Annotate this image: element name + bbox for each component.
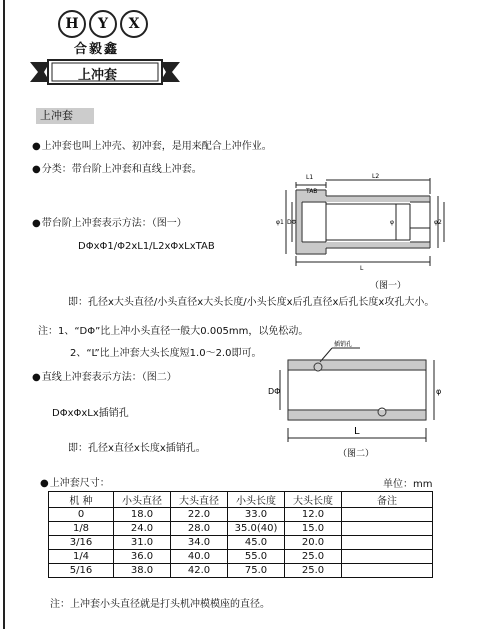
logo-letter-y: Y (89, 10, 117, 38)
cell-large-dia: 34.0 (171, 536, 228, 550)
cell-large-len: 12.0 (285, 508, 342, 522)
cell-model: 3/16 (49, 536, 114, 550)
cell-model: 1/8 (49, 522, 114, 536)
fig1-label-phi-d: DΦ (287, 219, 297, 226)
cell-large-dia: 40.0 (171, 550, 228, 564)
logo-letter-h: H (58, 10, 86, 38)
table-row (49, 550, 433, 564)
fig1-label-tab: TAB (306, 188, 318, 195)
fig1-label-phi1: φ1 (276, 219, 284, 226)
categories-line: ● 分类：带台阶上冲套和直线上冲套。 (32, 160, 202, 175)
cell-small-len: 55.0 (228, 550, 285, 564)
cell-remarks (342, 536, 433, 550)
straight-title: ● 直线上冲套表示方法：（图二） (32, 368, 177, 383)
page-border (3, 0, 5, 629)
header-small-dia: 小头直径 (114, 492, 171, 508)
cell-model: 5/16 (49, 564, 114, 578)
header-model: 机 种 (49, 492, 114, 508)
note-2: 2、“L”比上冲套大头长度短1.0～2.0即可。 (70, 348, 262, 359)
cell-small-len: 35.0(40) (228, 522, 285, 536)
cell-large-len: 25.0 (285, 564, 342, 578)
cell-model: 0 (49, 508, 114, 522)
cell-small-len: 75.0 (228, 564, 285, 578)
cell-large-len: 25.0 (285, 550, 342, 564)
cell-small-dia: 18.0 (114, 508, 171, 522)
footer-note: 注：上冲套小头直径就是打头机冲模模座的直径。 (50, 599, 270, 610)
spec-table (48, 491, 433, 578)
stepped-formula: DΦxΦ1/Φ2xL1/L2xΦxLxTAB (78, 241, 215, 252)
table-row (49, 508, 433, 522)
header-small-len: 小头长度 (228, 492, 285, 508)
cell-large-dia: 42.0 (171, 564, 228, 578)
fig2-label-dd: DΦ (268, 387, 281, 396)
fig1-label-l2: L2 (372, 173, 380, 180)
fig1-label-l: L (360, 265, 364, 272)
cell-small-dia: 36.0 (114, 550, 171, 564)
stepped-title: ● 带台阶上冲套表示方法：（图一） (32, 214, 187, 229)
cell-model: 1/4 (49, 550, 114, 564)
table-row (49, 536, 433, 550)
fig1-label-l1: L1 (306, 174, 314, 181)
cell-remarks (342, 508, 433, 522)
cell-remarks (342, 564, 433, 578)
cell-remarks (342, 550, 433, 564)
section-title: 上冲套 (36, 108, 94, 124)
figure-2-straight-sleeve (260, 338, 450, 463)
logo-banner-text: 上冲套 (78, 68, 118, 83)
fig2-caption: （图二） (338, 449, 375, 459)
header-remarks: 备注 (342, 492, 433, 508)
stepped-meaning: 即：孔径x大头直径/小头直径x大头长度/小头长度x后孔直径x后孔长度x攻孔大小。 (68, 297, 435, 308)
cell-small-dia: 31.0 (114, 536, 171, 550)
figure-1-stepped-sleeve (268, 172, 448, 292)
unit-label: 单位：mm (383, 479, 433, 490)
logo-letters (58, 10, 148, 38)
cell-small-len: 45.0 (228, 536, 285, 550)
logo-brand-name: 合毅鑫 (74, 42, 120, 57)
fig1-caption: （图一） (370, 281, 407, 291)
logo-letter-x: X (120, 10, 148, 38)
cell-large-dia: 28.0 (171, 522, 228, 536)
table-row (49, 522, 433, 536)
cell-remarks (342, 522, 433, 536)
table-header-row (49, 492, 433, 508)
fig1-label-phi: φ (390, 219, 394, 226)
header-large-len: 大头长度 (285, 492, 342, 508)
cell-small-dia: 38.0 (114, 564, 171, 578)
header-large-dia: 大头直径 (171, 492, 228, 508)
spec-title: ● 上冲套尺寸： (40, 474, 110, 489)
intro-line: ● 上冲套也叫上冲壳、初冲套，是用来配合上冲作业。 (32, 137, 272, 152)
cell-small-dia: 24.0 (114, 522, 171, 536)
cell-large-len: 20.0 (285, 536, 342, 550)
fig2-label-phi: φ (436, 387, 442, 396)
logo (30, 6, 180, 90)
cell-large-dia: 22.0 (171, 508, 228, 522)
straight-meaning: 即：孔径x直径x长度x插销孔。 (68, 443, 206, 454)
straight-formula: DΦxΦxLx插销孔 (52, 408, 129, 419)
fig2-label-pin: 插销孔 (334, 341, 353, 348)
note-1: 注：1、“DΦ”比上冲小头直径一般大0.005mm，以免松动。 (38, 326, 309, 337)
fig1-label-phi2: φ2 (434, 219, 442, 226)
table-row (49, 564, 433, 578)
cell-small-len: 33.0 (228, 508, 285, 522)
fig2-label-l: L (354, 426, 360, 437)
cell-large-len: 15.0 (285, 522, 342, 536)
